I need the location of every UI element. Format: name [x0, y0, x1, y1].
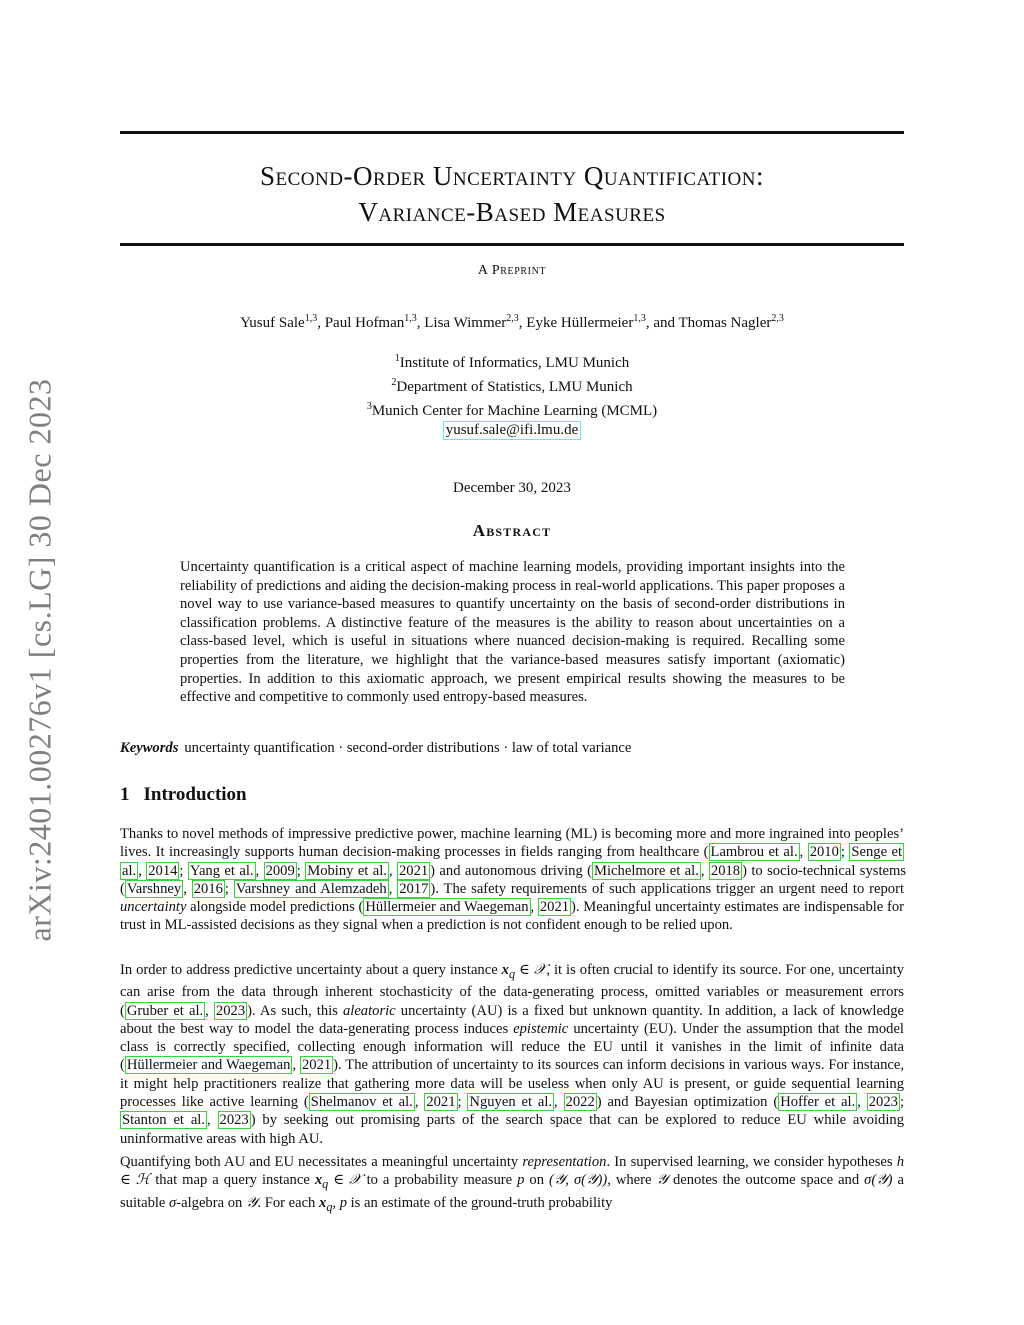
affiliations	[120, 349, 904, 440]
citation-link[interactable]: Varshney and Alemzadeh	[235, 880, 387, 897]
paragraph-3: Quantifying both AU and EU necessitates a meaningful uncertainty representation. In supervised learning, we consider hypotheses h ∈ ℋ that map a query instance $x_q$ ∈ 𝒳 to a probability measure p on (𝒴, σ(𝒴)), where 𝒴 denotes the outcome space and σ(𝒴) a suitable σ-algebra on 𝒴. For each $x_q$, p is an estimate of the ground-truth probability	[120, 1154, 905, 1214]
title-line-1: Second-Order Uncertainty Quantification:	[260, 161, 764, 191]
abstract-heading: Abstract	[472, 521, 552, 540]
arxiv-sidebar-stamp	[10, 360, 70, 960]
preprint-label: A Preprint	[477, 263, 547, 278]
author-affiliation-mark: 1,3	[633, 313, 646, 324]
citation-link[interactable]: 2023	[219, 1112, 249, 1129]
author-affiliation-mark: 2,3	[771, 313, 784, 324]
title-rule-top	[120, 131, 904, 134]
citation-link[interactable]: 2023	[868, 1093, 898, 1110]
author-list: Yusuf Sale$^{1,3}$, Paul Hofman$^{1,3}$, Lisa Wimmer$^{2,3}$, Eyke Hüllermeier$^{1,3}$, and Thomas Nagler$^{2,3}$	[240, 313, 784, 331]
author-name: Paul Hofman	[324, 315, 405, 331]
citation-link[interactable]: 2022	[565, 1093, 595, 1110]
citation-link[interactable]: 2014	[148, 862, 178, 879]
citation-link[interactable]: Senge et al.	[122, 844, 903, 879]
email-link[interactable]: yusuf.sale@ifi.lmu.de	[443, 421, 582, 440]
keywords-text: uncertainty quantification · second-order distributions · law of total variance	[184, 740, 632, 756]
citation-link[interactable]: 2016	[193, 880, 223, 897]
paper-date: December 30, 2023	[453, 480, 571, 496]
keywords-line	[120, 740, 904, 757]
section-number: 1	[120, 784, 130, 805]
section-title: Introduction	[143, 784, 247, 805]
citation-link[interactable]: 2009	[265, 862, 295, 879]
citation-link[interactable]: 2021	[398, 862, 429, 879]
citation-link[interactable]: 2021	[539, 899, 570, 916]
author-affiliation-mark: 1,3	[404, 313, 417, 324]
arxiv-id: arXiv:2401.00276v1 [cs.LG] 30 Dec 2023	[21, 378, 58, 942]
affiliation-1: $^1$Institute of Informatics, LMU Munich	[394, 353, 630, 371]
citation-link[interactable]: 2021	[301, 1057, 332, 1074]
section-heading	[120, 784, 247, 806]
title-line-2: Variance-Based Measures	[358, 197, 666, 227]
citation-link[interactable]: Hüllermeier and Waegeman	[126, 1057, 291, 1074]
citation-link[interactable]: 2023	[215, 1002, 246, 1019]
citation-link[interactable]: Gruber et al.	[126, 1002, 204, 1019]
citation-link[interactable]: 2010	[809, 844, 839, 861]
paragraph-1: Thanks to novel methods of impressive predictive power, machine learning (ML) is becoming more and more ingrained into peoples’ lives. It increasingly supports human decision-making processes in fields ranging from healthcare ( Lambrou et al. , 2010 ; Senge et al. , 2014 ; Yang et al. , 2009 ; Mobiny et al. , 2021 ) and autonomous driving ( Michelmore et al. , 2018 ) to socio-technical systems ( Varshney , 2016 ; Varshney and Alemzadeh , 2017 ). The safety requirements of such applications trigger an urgent need to report uncertainty alongside model predictions ( Hüllermeier and Waegeman , 2021 ). Meaningful uncertainty estimates are indispensable for trust in ML-assisted decisions as they signal when a prediction is not confident enough to be relied upon.	[120, 826, 907, 934]
affiliation-2: $^2$Department of Statistics, LMU Munich	[391, 377, 633, 395]
citation-link[interactable]: 2017	[399, 880, 429, 897]
author-affiliation-mark: 2,3	[506, 313, 519, 324]
author-name: Lisa Wimmer	[424, 315, 507, 331]
author-name: Yusuf Sale	[240, 315, 305, 331]
citation-link[interactable]: Nguyen et al.	[469, 1093, 553, 1110]
affiliation-3: $^3$Munich Center for Machine Learning (MCML)	[366, 401, 658, 419]
paragraph-2: In order to address predictive uncertainty about a query instance $x_q$ ∈ 𝒳, it is often crucial to identify its source. For one, uncertainty can arise from the data through inherent stochasticity of the data-generating process, omitted variables or measurement errors ( Gruber et al. , 2023 ). As such, this aleatoric uncertainty (AU) is a fixed but unknown quantity. In addition, a lack of knowledge about the best way to model the data-generating process induces epistemic uncertainty (EU). Under the assumption that the model class is correctly specified, collecting enough information will reduce the EU until it vanishes in the limit of infinite data ( Hüllermeier and Waegeman , 2021 ). The attribution of uncertainty to its sources can inform decisions in various ways. For instance, it might help practitioners realize that gathering more data will be useless when only AU is present, or guide sequential learning processes like active learning ( Shelmanov et al. , 2021 ; Nguyen et al. , 2022 ) and Bayesian optimization ( Hoffer et al. , 2023 ; Stanton et al. , 2023 ) by seeking out promising parts of the search space that can be explored to reduce EU while avoiding uninformative areas with high AU.	[120, 962, 905, 1147]
citation-link[interactable]: Stanton et al.	[122, 1112, 206, 1129]
citation-link[interactable]: Shelmanov et al.	[310, 1093, 413, 1110]
citation-link[interactable]: Varshney	[126, 880, 182, 897]
abstract-text: Uncertainty quantification is a critical aspect of machine learning models, providing important insights into the reliability of predictions and aiding the decision-making process in real-world applications. This paper proposes a novel way to use variance-based measures to quantify uncertainty on the basis of second-order distributions in classification problems. A distinctive feature of the measures is the ability to reason about uncertainties on a class-based level, which is useful in situations where nuanced decision-making is required. Recalling some properties from the literature, we highlight that the variance-based measures satisfy important (axiomatic) properties. In addition to this axiomatic approach, we present empirical results showing the measures to be effective and competitive to commonly used entropy-based measures.	[180, 559, 845, 706]
citation-link[interactable]: Yang et al.	[189, 862, 254, 879]
citation-link[interactable]: 2018	[710, 862, 741, 879]
title-rule-bottom	[120, 243, 904, 246]
paper-title	[120, 158, 904, 230]
citation-link[interactable]: Michelmore et al.	[594, 862, 699, 879]
citation-link[interactable]: Mobiny et al.	[307, 862, 387, 879]
citation-link[interactable]: Hüllermeier and Waegeman	[365, 899, 529, 916]
citation-link[interactable]: Lambrou et al.	[710, 844, 798, 861]
author-name: Eyke Hüllermeier	[526, 315, 634, 331]
citation-link[interactable]: Hoffer et al.	[780, 1093, 856, 1110]
author-name: Thomas Nagler	[678, 315, 772, 331]
keywords-label: Keywords	[120, 740, 179, 756]
citation-link[interactable]: 2021	[426, 1093, 456, 1110]
author-affiliation-mark: 1,3	[304, 313, 318, 324]
